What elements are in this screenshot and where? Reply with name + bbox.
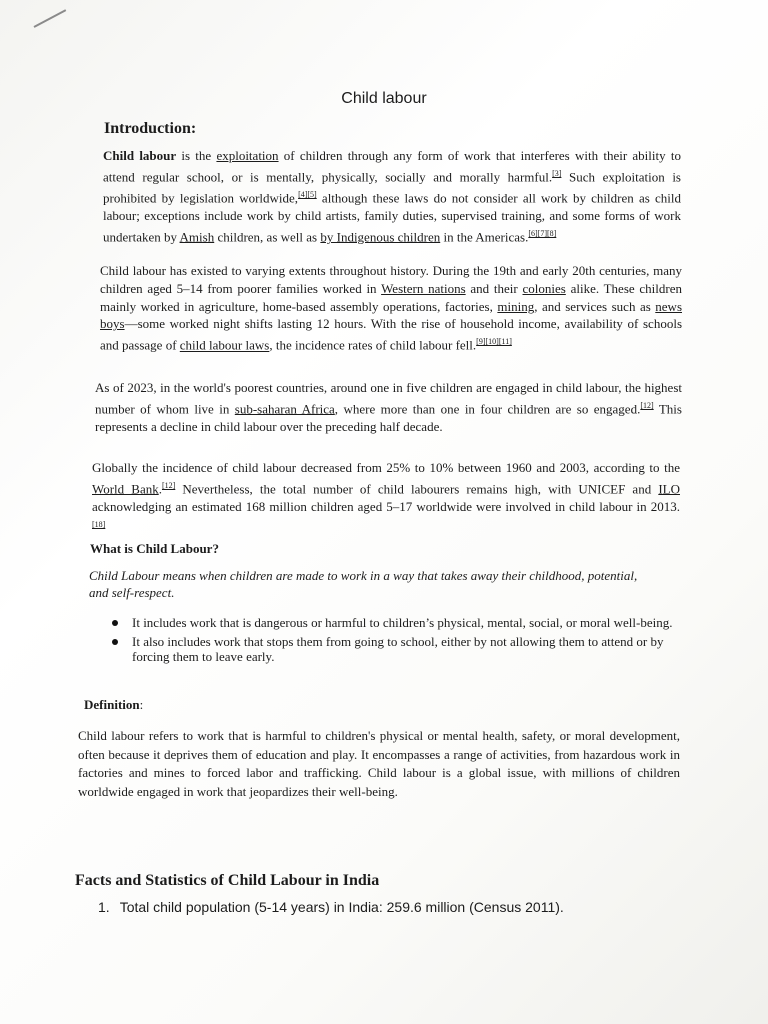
text: Globally the incidence of child labour decreased from 25% to 10% between 1960 and 2003, according to the [92, 460, 680, 475]
citation-ref[interactable]: [12] [640, 400, 654, 410]
intro-paragraph-2 [100, 262, 682, 354]
link-mining[interactable]: mining [497, 298, 535, 314]
link-news-boys[interactable]: news boys [100, 298, 682, 332]
item-number: 1. [98, 899, 110, 915]
text: Nevertheless, the total number of child labourers remains high, with UNICEF and [175, 481, 659, 497]
text: is the [176, 148, 217, 163]
bold-lead: Child labour [103, 148, 177, 163]
italic-definition: Child Labour means when children are made to work in a way that takes away their childhood, potential, and self-respect. [89, 568, 638, 600]
citation-ref[interactable]: [4][5] [298, 189, 317, 199]
text: although these laws do not consider all work by children as child labour; exceptions include work by child artists, family duties, supervised training, and some forms of work undertaken by [103, 190, 681, 245]
item-text: Total child population (5-14 years) in India: 259.6 million (Census 2011). [119, 899, 564, 915]
definition-heading-text: Definition [84, 697, 140, 712]
link-western-nations[interactable]: Western nations [381, 280, 466, 296]
intro-paragraph-3 [95, 379, 682, 436]
link-colonies[interactable]: colonies [522, 280, 566, 296]
link-child-labour-laws[interactable]: child labour laws [179, 337, 270, 353]
what-is-heading: What is Child Labour? [90, 541, 219, 556]
link-indigenous[interactable]: by Indigenous children [320, 229, 441, 245]
link-sub-saharan-africa[interactable]: sub-saharan Africa [234, 401, 335, 417]
bullet-text: It also includes work that stops them from going to school, either by not allowing them to attend or by forcing them to leave early. [132, 634, 664, 664]
facts-heading: Facts and Statistics of Child Labour in India [75, 872, 380, 889]
text: , where more than one in four children are so engaged. [334, 401, 641, 417]
text: acknowledging an estimated 168 million children aged 5–17 worldwide were involved in child labour in 2013. [92, 498, 680, 514]
text: As of 2023, in the world's poorest countries, around one in five children are engaged in child labour, the highest number of whom live in [95, 380, 682, 417]
list-item [108, 634, 683, 664]
numbered-item [98, 899, 564, 915]
text: alike. These children mainly worked in agriculture, home-based assembly operations, factories, [100, 280, 682, 314]
link-amish[interactable]: Amish [179, 229, 215, 245]
link-world-bank[interactable]: World Bank [92, 481, 159, 497]
bullet-dot-icon [112, 620, 118, 626]
citation-ref[interactable]: [9][10][11] [476, 337, 512, 347]
definition-heading [84, 697, 143, 713]
bullet-list [108, 615, 683, 668]
intro-paragraph-1 [103, 147, 681, 246]
introduction-heading: Introduction: [104, 120, 197, 137]
text: of children through any form of work that interferes with their ability to attend regular school, or is mentally, physically, socially and morally harmful. [103, 148, 681, 185]
bullet-dot-icon [112, 639, 118, 645]
citation-ref[interactable]: [6][7][8] [528, 228, 557, 238]
link-ilo[interactable]: ILO [658, 481, 680, 497]
intro-paragraph-4 [92, 459, 680, 537]
citation-ref[interactable]: [18] [92, 519, 106, 529]
text: children, as well as [214, 229, 321, 245]
text: . [158, 481, 162, 497]
text: and their [465, 280, 523, 296]
link-exploitation[interactable]: exploitation [216, 148, 279, 163]
text: Child labour has existed to varying extents throughout history. During the 19th and early 20th centuries, many children aged 5–14 from poorer families worked in [100, 263, 682, 296]
citation-ref[interactable]: [3] [552, 168, 562, 178]
text: Such exploitation is prohibited by legislation worldwide, [103, 169, 681, 206]
document-title: Child labour [341, 90, 427, 107]
bullet-text: It includes work that is dangerous or harmful to children’s physical, mental, social, or moral well-being. [132, 615, 673, 630]
text: , the incidence rates of child labour fell. [269, 337, 477, 353]
text: , and services such as [534, 298, 656, 314]
text: —some worked night shifts lasting 12 hours. With the rise of household income, availability of schools and passage of [100, 316, 682, 353]
citation-ref[interactable]: [12] [161, 480, 176, 490]
text: in the Americas. [440, 229, 529, 245]
list-item [108, 615, 683, 630]
pen-mark-icon [34, 9, 67, 28]
definition-paragraph: Child labour refers to work that is harmful to children's physical or mental health, safety, or moral development, often because it deprives them of education and play. It encompasses a range of activities, from hazardous work in factories and mines to forced labor and trafficking. Child labour is a global issue, with millions of children worldwide engaged in work that jeopardizes their well-being. [78, 728, 680, 799]
definition-colon: : [139, 697, 144, 712]
text: This represents a decline in child labour over the preceding half decade. [95, 401, 682, 434]
